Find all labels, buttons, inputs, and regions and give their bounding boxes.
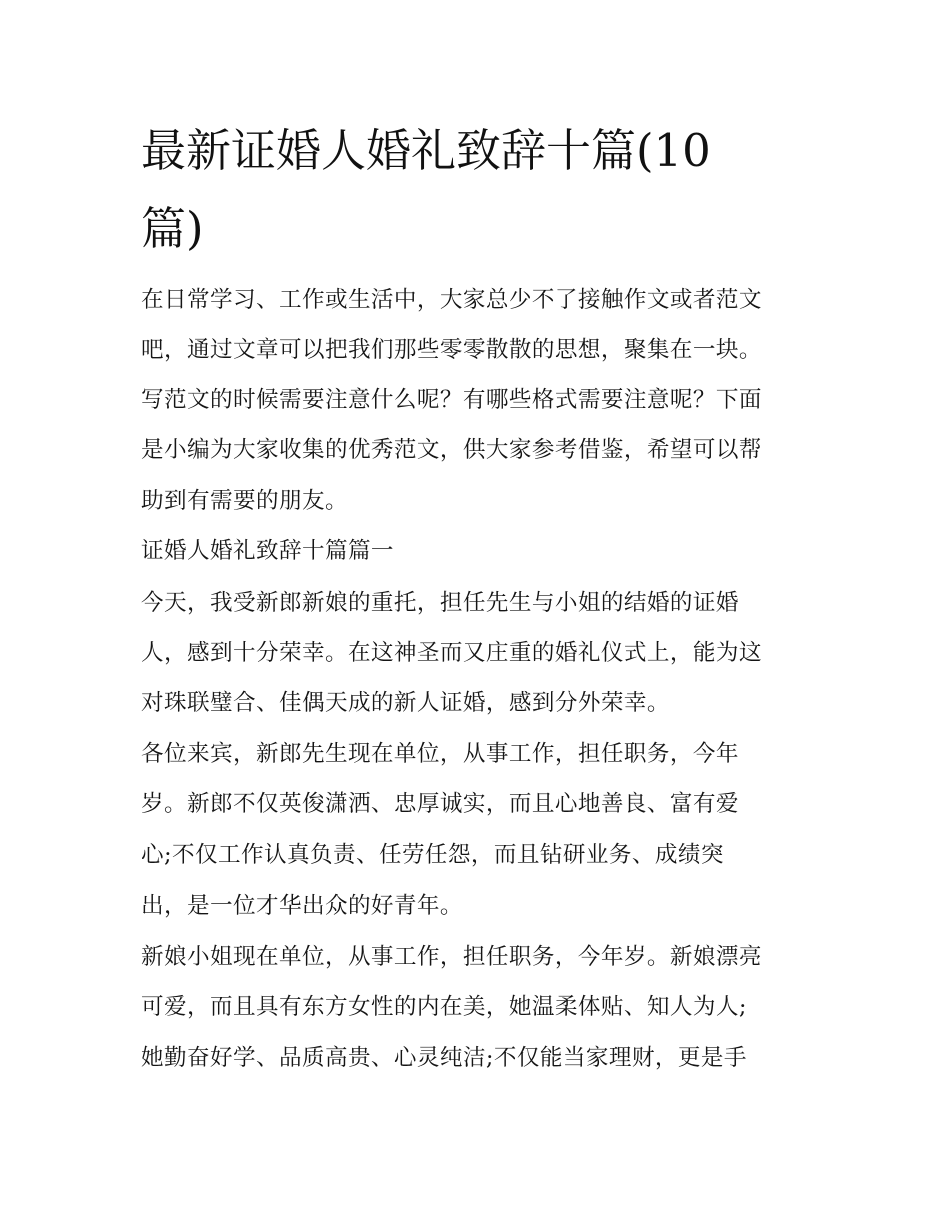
paragraph-2-line-4: 出，是一位才华出众的好青年。	[141, 893, 463, 919]
intro-line-1: 在日常学习、工作或生活中，大家总少不了接触作文或者范文	[141, 287, 762, 313]
paragraph-3-line-2: 可爱，而且具有东方女性的内在美，她温柔体贴、知人为人;	[141, 994, 747, 1020]
intro-line-5: 助到有需要的朋友。	[141, 488, 348, 514]
title-line-1: 最新证婚人婚礼致辞十篇(10	[141, 124, 711, 177]
paragraph-1-line-1: 今天，我受新郎新娘的重托，担任先生与小姐的结婚的证婚	[141, 590, 739, 616]
paragraph-3-line-1: 新娘小姐现在单位，从事工作，担任职务，今年岁。新娘漂亮	[141, 944, 762, 970]
intro-line-3: 写范文的时候需要注意什么呢？有哪些格式需要注意呢？下面	[141, 387, 762, 413]
intro-line-4: 是小编为大家收集的优秀范文，供大家参考借鉴，希望可以帮	[141, 437, 762, 463]
paragraph-1-line-3: 对珠联璧合、佳偶天成的新人证婚，感到分外荣幸。	[141, 690, 670, 716]
intro-line-2: 吧，通过文章可以把我们那些零零散散的思想，聚集在一块。	[141, 337, 762, 363]
paragraph-3-line-3: 她勤奋好学、品质高贵、心灵纯洁;不仅能当家理财，更是手	[141, 1045, 747, 1071]
document-title	[141, 112, 821, 268]
paragraph-2-line-1: 各位来宾，新郎先生现在单位，从事工作，担任职务，今年	[141, 741, 739, 767]
paragraph-1-line-2: 人，感到十分荣幸。在这神圣而又庄重的婚礼仪式上，能为这	[141, 640, 762, 666]
title-line-2: 篇)	[141, 202, 204, 255]
paragraph-2-line-3: 心;不仅工作认真负责、任劳任怨，而且钻研业务、成绩突	[141, 842, 724, 868]
paragraph-2-line-2: 岁。新郎不仅英俊潇洒、忠厚诚实，而且心地善良、富有爱	[141, 791, 739, 817]
section-heading: 证婚人婚礼致辞十篇篇一	[141, 538, 394, 564]
